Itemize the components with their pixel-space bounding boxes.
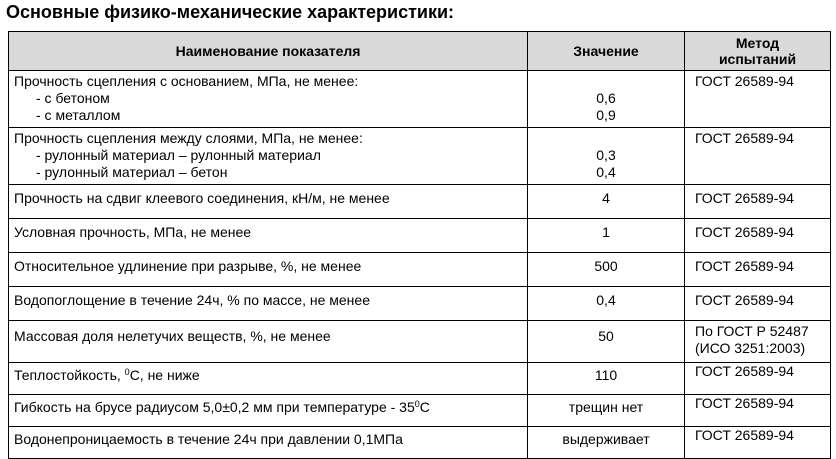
header-method — [685, 32, 831, 71]
row-method: ГОСТ 26589-94 — [685, 427, 831, 459]
header-value: Значение — [528, 32, 685, 71]
row-sub-value: 0,9 — [596, 107, 616, 123]
row-name: Водопоглощение в течение 24ч, % по массе, не менее — [9, 287, 528, 321]
row-name: Относительное удлинение при разрыве, %, не менее — [9, 253, 528, 287]
row-name: Водонепроницаемость в течение 24ч при давлении 0,1МПа — [9, 427, 528, 459]
row-name-unit: С — [419, 399, 430, 415]
row-method: ГОСТ 26589-94 — [685, 287, 831, 321]
row-name-cell — [9, 128, 528, 185]
row-value: 0,4 — [528, 287, 685, 321]
table-row — [9, 71, 831, 128]
row-name: Прочность сцепления с основанием, МПа, не менее: — [14, 73, 359, 89]
row-sub-label: - с бетоном — [36, 90, 110, 106]
row-method-line1: По ГОСТ Р 52487 — [695, 323, 809, 339]
row-name-cell — [9, 363, 528, 395]
row-sub-value: 0,6 — [596, 90, 616, 106]
row-name: Прочность сцепления между слоями, МПа, не менее: — [14, 130, 363, 146]
row-value-cell — [528, 128, 685, 185]
degree-superscript: 0 — [414, 399, 420, 409]
row-value: выдерживает — [528, 427, 685, 459]
table-row — [9, 363, 831, 395]
row-method: ГОСТ 26589-94 — [685, 395, 831, 427]
header-method-line1: Метод — [735, 35, 780, 51]
row-name: Прочность на сдвиг клеевого соединения, кН/м, не менее — [9, 185, 528, 219]
table-row — [9, 321, 831, 363]
row-method: ГОСТ 26589-94 — [685, 253, 831, 287]
table-row — [9, 395, 831, 427]
table-row — [9, 287, 831, 321]
row-name: Массовая доля нелетучих веществ, %, не менее — [9, 321, 528, 363]
row-sub-label: - с металлом — [36, 107, 121, 123]
row-value: 500 — [528, 253, 685, 287]
row-name-unit: С, не ниже — [129, 367, 200, 383]
row-method-cell — [685, 321, 831, 363]
row-method: ГОСТ 26589-94 — [685, 363, 831, 395]
row-name-text: Гибкость на брусе радиусом 5,0±0,2 мм при температуре - 35 — [14, 399, 415, 415]
row-value: 1 — [528, 219, 685, 253]
row-value: 110 — [528, 363, 685, 395]
table-row — [9, 427, 831, 459]
page-title: Основные физико-механические характеристики: — [6, 2, 455, 22]
row-sub-label: - рулонный материал – бетон — [36, 164, 228, 180]
row-sub-value: 0,4 — [596, 164, 616, 180]
row-value: трещин нет — [528, 395, 685, 427]
row-value: 4 — [528, 185, 685, 219]
row-sub-value: 0,3 — [596, 147, 616, 163]
characteristics-table — [8, 31, 831, 459]
table-row — [9, 128, 831, 185]
row-value: 50 — [528, 321, 685, 363]
row-method: ГОСТ 26589-94 — [685, 219, 831, 253]
row-method-line2: (ИСО 3251:2003) — [695, 340, 806, 356]
row-name: Условная прочность, МПа, не менее — [9, 219, 528, 253]
row-method: ГОСТ 26589-94 — [685, 185, 831, 219]
table-row — [9, 253, 831, 287]
header-name: Наименование показателя — [9, 32, 528, 71]
row-sub-label: - рулонный материал – рулонный материал — [36, 147, 321, 163]
header-method-line2: испытаний — [718, 51, 797, 67]
table-row — [9, 185, 831, 219]
table-row — [9, 219, 831, 253]
row-method: ГОСТ 26589-94 — [685, 71, 831, 128]
row-name-cell — [9, 71, 528, 128]
table-header-row — [9, 32, 831, 71]
row-value-cell — [528, 71, 685, 128]
row-name-cell — [9, 395, 528, 427]
row-name-text: Теплостойкость, — [14, 367, 125, 383]
degree-superscript: 0 — [124, 367, 130, 377]
row-method: ГОСТ 26589-94 — [685, 128, 831, 185]
